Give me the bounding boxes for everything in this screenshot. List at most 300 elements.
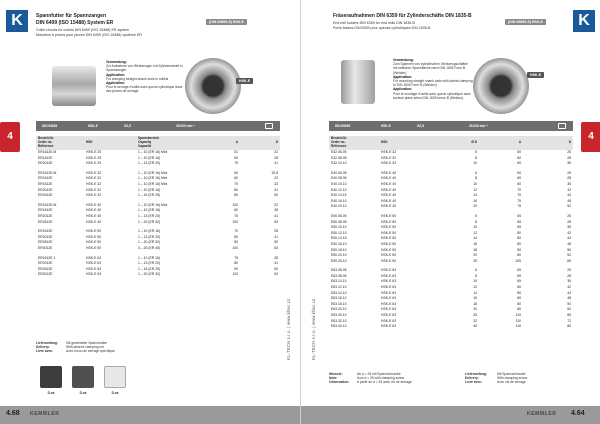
left-norm: DIN 6499 (ISO 15488) System ER	[36, 20, 114, 26]
table-cell: 1 – 10 (ER 16)	[138, 187, 161, 192]
table-cell: 12	[473, 285, 477, 290]
table-cell: ER1612E	[38, 155, 53, 160]
table-cell: HSK-E 63	[86, 255, 102, 260]
table-cell: 8	[475, 273, 477, 278]
table-cell: 8	[475, 155, 477, 160]
table-cell: HSK-E 25	[86, 155, 102, 160]
table-cell: ER1612E	[38, 181, 53, 186]
table-cell: 72	[567, 318, 571, 323]
table-cell: E32.08.05	[331, 155, 347, 160]
table-cell: 65	[517, 213, 521, 218]
right-brand: KEMMLER	[527, 411, 557, 417]
table-cell: 80	[517, 301, 521, 306]
right-page-number: 4.64	[571, 410, 585, 417]
left-chapter-tab[interactable]: 4	[0, 122, 20, 152]
table-cell: 80	[517, 296, 521, 301]
table-cell: E63.20.10	[331, 307, 347, 312]
table-cell: ER2012E	[38, 213, 53, 218]
table-cell: 50	[567, 247, 571, 252]
table-cell: 8	[475, 176, 477, 181]
table-cell: 65	[567, 313, 571, 318]
table-cell: 28	[567, 219, 571, 224]
left-sub-en: Collet chucks for collets DIN 6499 (ISO 15488) ER-system	[36, 28, 130, 32]
table-cell: 80	[517, 285, 521, 290]
table-cell: 80	[234, 240, 238, 245]
right-spec-bar: DIN 69893 HSK-E G2,5 25.000 min⁻¹	[329, 121, 573, 131]
table-cell: ER1612E.M	[38, 170, 57, 175]
table-cell: 41	[274, 261, 278, 266]
table-cell: 80	[517, 247, 521, 252]
table-cell: 1 – 10 (ER 16)	[138, 229, 161, 234]
right-chapter-tab[interactable]: 4	[581, 122, 600, 152]
table-cell: HSK-E 32	[86, 187, 102, 192]
table-cell: HSK-E 50	[381, 241, 397, 246]
left-page-number: 4.68	[6, 410, 20, 417]
table-cell: 1 – 20 (ER 32)	[138, 219, 161, 224]
table-cell: 1 – 10 (ER 16)	[138, 208, 161, 213]
right-hsk-badge: (DIN 69893-5) HSK-E	[505, 19, 546, 25]
table-cell: 60	[517, 176, 521, 181]
col-d1-r: Ø D	[435, 136, 479, 150]
table-cell: 75	[517, 198, 521, 203]
table-cell: 1 – 10 (ER 16) Mini	[138, 181, 168, 186]
accessory-collet-image[interactable]	[40, 366, 62, 388]
table-cell: 60	[517, 150, 521, 154]
cad-download-icon[interactable]	[265, 123, 273, 129]
left-spec-bar: DIN 69893 HSK-E G2,5 25.000 min⁻¹	[36, 121, 280, 131]
left-product-table	[36, 136, 280, 278]
table-cell: 41	[274, 234, 278, 239]
left-brand: KEMMLER	[30, 411, 60, 417]
table-cell: 28	[274, 155, 278, 160]
table-cell: E32.06.05	[331, 150, 347, 154]
table-cell: 80	[517, 290, 521, 295]
table-cell: 12	[473, 187, 477, 192]
table-cell: 1 – 13 (ER 20)	[138, 234, 161, 239]
collet-chuck-image	[52, 66, 96, 106]
table-cell: 35	[567, 181, 571, 186]
table-cell: 1 – 13 (ER 20)	[138, 261, 161, 266]
table-cell: 42	[567, 230, 571, 235]
table-cell: HSK-E 50	[86, 234, 102, 239]
table-cell: E40.20.10	[331, 204, 347, 209]
table-cell: 44	[567, 290, 571, 295]
table-cell: HSK-E 50	[381, 219, 397, 224]
table-cell: 90	[234, 266, 238, 271]
table-cell: 80	[517, 230, 521, 235]
right-title: Fräseraufnahmen DIN 6359 für Zylinderschäfte DIN 1835-B	[333, 13, 472, 19]
table-cell: 75	[517, 204, 521, 209]
table-cell: 50	[274, 266, 278, 271]
table-cell: E50.25.10	[331, 258, 347, 263]
table-cell: E63.08.05	[331, 273, 347, 278]
table-cell: ER4012E	[38, 245, 53, 250]
table-cell: ER1612E.1	[38, 255, 56, 260]
table-cell: 50	[274, 193, 278, 198]
table-cell: 1 – 20 (ER 32)	[138, 240, 161, 245]
table-cell: 60	[517, 155, 521, 160]
table-cell: 44	[567, 236, 571, 241]
table-cell: 120	[232, 272, 238, 277]
table-cell: 40	[473, 324, 477, 329]
table-cell: HSK-E 63	[381, 324, 397, 329]
table-cell: E50.12.10	[331, 230, 347, 235]
table-cell: 14	[473, 236, 477, 241]
table-cell: 28	[274, 208, 278, 213]
table-cell: 80	[234, 261, 238, 266]
table-cell: 6	[475, 150, 477, 154]
table-cell: 1 – 10 (ER 16) Mini	[138, 150, 168, 154]
table-cell: 35	[567, 279, 571, 284]
table-cell: HSK-E 50	[86, 229, 102, 234]
kemmler-logo-icon: K	[6, 10, 28, 32]
table-cell: E50.14.15	[331, 236, 347, 241]
table-cell: 48	[567, 198, 571, 203]
table-cell: 80	[234, 234, 238, 239]
table-cell: E40.06.05	[331, 170, 347, 175]
table-cell: E40.08.05	[331, 176, 347, 181]
table-cell: ER1612E	[38, 229, 53, 234]
end-mill-holder-image	[341, 60, 375, 104]
table-cell: 10	[473, 279, 477, 284]
table-cell: 25	[567, 170, 571, 175]
table-cell: HSK-E 40	[381, 181, 397, 186]
table-cell: 25	[567, 268, 571, 273]
right-product-table	[329, 136, 573, 330]
table-cell: 35	[567, 225, 571, 230]
right-footer-note-texts: Ab d = 25 mit Spannschraube from d = 25 with clamping screw A partir de d = 25 avec vis de serrage	[357, 372, 412, 385]
table-cell: 16	[473, 241, 477, 246]
table-cell: 80	[517, 241, 521, 246]
table-cell: HSK-E 32	[86, 170, 102, 175]
table-cell: 6	[475, 268, 477, 273]
table-cell: 1 – 10 (ER 16) Mini	[138, 202, 168, 207]
table-cell: 42	[567, 285, 571, 290]
table-cell: HSK-E 50	[86, 245, 102, 250]
table-cell: 33	[274, 181, 278, 186]
table-cell: E63.10.10	[331, 279, 347, 284]
table-cell: 80	[517, 236, 521, 241]
table-cell: HSK-E 40	[381, 204, 397, 209]
table-cell: 80	[234, 187, 238, 192]
table-cell: 28	[567, 273, 571, 278]
table-cell: 16	[473, 198, 477, 203]
table-cell: 65	[517, 279, 521, 284]
table-cell: 19,5	[271, 170, 278, 175]
table-cell: 25	[567, 213, 571, 218]
table-cell: 100	[232, 202, 238, 207]
table-cell: 65	[567, 258, 571, 263]
table-cell: 80	[517, 253, 521, 258]
accessory-wrench-image[interactable]	[104, 366, 126, 388]
table-cell: ER1612E.M	[38, 202, 57, 207]
table-cell: HSK-E 40	[86, 219, 102, 224]
table-cell: 70	[234, 213, 238, 218]
table-cell: 50	[567, 301, 571, 306]
table-cell: ER2012E	[38, 161, 53, 166]
table-cell: HSK-E 63	[381, 313, 397, 318]
left-side-text: KL-TECH s.r.o. | www.kltec.cz	[286, 298, 291, 360]
col-order-no-r: Bestell-Nr. Order no. Référence	[329, 136, 379, 150]
table-cell: HSK-E 32	[381, 155, 397, 160]
table-cell: 32	[473, 318, 477, 323]
left-table-body	[36, 150, 280, 278]
table-cell: 42	[567, 187, 571, 192]
left-hsk-badge: (DIN 69893-5) HSK-E	[206, 19, 247, 25]
table-cell: E50.18.10	[331, 247, 347, 252]
table-cell: 70	[517, 193, 521, 198]
table-cell: 18	[473, 247, 477, 252]
table-cell: E40.10.10	[331, 181, 347, 186]
table-cell: 60	[234, 170, 238, 175]
table-cell: E50.10.10	[331, 225, 347, 230]
table-cell: 75	[234, 255, 238, 260]
right-sub-en: End mill holders DIN 6359 for end mills DIN 1835-B	[333, 21, 415, 25]
table-cell: 22	[274, 202, 278, 207]
table-cell: HSK-E 63	[381, 285, 397, 290]
table-cell: ER1612E	[38, 176, 53, 181]
table-cell: E40.16.10	[331, 198, 347, 203]
table-cell: 50	[274, 240, 278, 245]
table-cell: 51	[234, 150, 238, 154]
table-cell: 1 – 16 (ER 25)	[138, 266, 161, 271]
table-cell: 60	[517, 161, 521, 166]
table-cell: E50.16.10	[331, 241, 347, 246]
table-cell: E32.10.10	[331, 161, 347, 166]
table-cell: HSK-E 50	[381, 247, 397, 252]
table-cell: 52	[567, 253, 571, 258]
holder-front-image	[473, 58, 529, 114]
table-cell: HSK-E 63	[381, 296, 397, 301]
table-cell: HSK-E 32	[86, 193, 102, 198]
table-cell: 8	[475, 219, 477, 224]
table-cell: 80	[517, 307, 521, 312]
table-cell: 52	[567, 204, 571, 209]
right-sub-fr: Porte-fraises DIN 6359 pour queues cylindriques DIN 1835-B	[333, 26, 431, 30]
table-cell: ER2512E	[38, 193, 53, 198]
table-cell: HSK-E 40	[86, 202, 102, 207]
left-footer-labels: Lieferumfang: Delivery: Livré avec:	[36, 341, 58, 354]
right-table-body	[329, 150, 573, 330]
table-cell: HSK-E 40	[381, 193, 397, 198]
table-cell: 100	[232, 219, 238, 224]
table-cell: 110	[515, 318, 521, 323]
table-cell: HSK-E 50	[381, 258, 397, 263]
left-title: Spannfutter für Spannzangen	[36, 13, 106, 19]
col-order-no: Bestell-Nr. Order no. Référence	[36, 136, 84, 150]
table-cell: 1 – 10 (ER 16)	[138, 255, 161, 260]
right-application: Verwendung: Zum Spannen von zylindrischen Werkzeugschäften mit seitlicher Spannfläche nach DIN 1835 Form B (Weldon). Application: For mounting straight shank tools with lateral clamping to DIN 1835 Form B (Weldon). Application: Pour le montage d'outils avec queue cylindrique avec surface plane selon DIN 1835 forme B (Weldon).	[393, 58, 473, 100]
table-cell: 63	[274, 272, 278, 277]
table-cell: ER3212E	[38, 272, 53, 277]
table-cell: 41	[274, 213, 278, 218]
table-cell: 110	[515, 313, 521, 318]
table-cell: 65	[517, 219, 521, 224]
table-cell: 16	[473, 296, 477, 301]
table-cell: 18	[473, 301, 477, 306]
table-cell: E63.18.10	[331, 301, 347, 306]
table-cell: ER2012E	[38, 261, 53, 266]
table-cell: E63.32.10	[331, 318, 347, 323]
table-cell: 10	[473, 161, 477, 166]
accessory-nut-image[interactable]	[72, 366, 94, 388]
table-cell: 20	[473, 204, 477, 209]
table-cell: 6	[475, 170, 477, 175]
table-cell: 48	[567, 241, 571, 246]
table-cell: HSK-E 63	[381, 307, 397, 312]
table-cell: 48	[567, 296, 571, 301]
table-cell: 60	[234, 155, 238, 160]
table-cell: 70	[234, 181, 238, 186]
table-cell: 1 – 10 (ER 16) Mini	[138, 176, 168, 181]
accessory-ref-2: S.xx	[79, 391, 87, 395]
table-row[interactable]	[329, 324, 573, 330]
table-cell: 52	[567, 307, 571, 312]
table-cell: 65	[517, 268, 521, 273]
table-cell: E63.12.10	[331, 285, 347, 290]
table-cell: HSK-E 63	[381, 318, 397, 323]
table-cell: 100	[232, 245, 238, 250]
table-cell: HSK-E 50	[381, 253, 397, 258]
table-cell: 1 – 10 (ER 16)	[138, 155, 161, 160]
table-cell: ER2012E	[38, 187, 53, 192]
table-cell: 28	[567, 155, 571, 160]
table-cell: 1 – 16 (ER 25)	[138, 193, 161, 198]
table-cell: E50.20.10	[331, 253, 347, 258]
table-cell: E63.25.10	[331, 313, 347, 318]
table-cell: HSK-E 40	[381, 176, 397, 181]
table-cell: 22	[274, 176, 278, 181]
table-cell: HSK-E 63	[86, 266, 102, 271]
table-cell: 65	[517, 225, 521, 230]
table-cell: 14	[473, 193, 477, 198]
table-cell: 25	[567, 150, 571, 154]
cad-download-icon-right[interactable]	[558, 123, 566, 129]
table-cell: 110	[515, 324, 521, 329]
table-cell: HSK-E 32	[381, 161, 397, 166]
right-footer-delivery-labels: Lieferumfang: Delivery: Livré avec:	[465, 372, 487, 385]
table-cell: 65	[517, 273, 521, 278]
table-cell: HSK-E 63	[381, 301, 397, 306]
table-cell: ER2512E	[38, 266, 53, 271]
table-cell: HSK-E 63	[86, 261, 102, 266]
table-cell: HSK-E 63	[381, 279, 397, 284]
table-cell: 70	[517, 187, 521, 192]
table-cell: HSK-E 40	[86, 213, 102, 218]
table-cell: HSK-E 50	[86, 240, 102, 245]
table-cell: 28	[274, 255, 278, 260]
table-cell: 1 – 13 (ER 20)	[138, 213, 161, 218]
table-cell: E40.12.10	[331, 187, 347, 192]
table-cell: HSK-E 63	[381, 273, 397, 278]
col-hsk-r: HSK	[379, 136, 435, 150]
table-cell: 60	[234, 176, 238, 181]
table-cell: 60	[234, 208, 238, 213]
table-cell: 80	[234, 193, 238, 198]
table-cell: 44	[567, 193, 571, 198]
table-cell: 22	[274, 150, 278, 154]
right-footer-delivery-texts: Mit Spannschraube With clamping screw Avec vis de serrage	[497, 372, 528, 385]
col-a: A	[206, 136, 240, 150]
table-cell: 60	[517, 170, 521, 175]
table-cell: 28	[274, 229, 278, 234]
table-cell: 25	[473, 258, 477, 263]
table-cell: E40.14.15	[331, 193, 347, 198]
left-footer-texts: Mit gewindeter Spannmutter With tailored clamping nut Avec écrou de serrage spécifique	[66, 341, 115, 354]
table-cell: E50.08.05	[331, 219, 347, 224]
table-cell: HSK-E 25	[86, 150, 102, 154]
table-cell: 70	[234, 229, 238, 234]
table-cell: HSK-E 40	[86, 208, 102, 213]
table-cell: 10	[473, 225, 477, 230]
table-cell: HSK-E 32	[86, 176, 102, 181]
right-hsk-label: HSK-E	[527, 72, 544, 78]
table-cell: 28	[567, 176, 571, 181]
table-cell: E50.06.05	[331, 213, 347, 218]
table-cell: ER2012E	[38, 234, 53, 239]
table-cell: 41	[274, 187, 278, 192]
table-cell: HSK-E 50	[381, 213, 397, 218]
table-cell: 1 – 10 (ER 16) Mini	[138, 170, 168, 175]
table-cell: HSK-E 40	[381, 170, 397, 175]
table-cell: 10	[473, 181, 477, 186]
col-hsk: HSK	[84, 136, 136, 150]
table-cell: HSK-E 40	[381, 198, 397, 203]
table-cell: E63.40.10	[331, 324, 347, 329]
table-cell: ER1612E.M	[38, 150, 57, 154]
table-cell: 80	[567, 324, 571, 329]
col-d-r: D	[523, 136, 573, 150]
table-cell: 1 – 13 (ER 20)	[138, 161, 161, 166]
col-a-r: A	[479, 136, 523, 150]
col-d: D	[240, 136, 280, 150]
table-cell: E63.14.10	[331, 290, 347, 295]
accessory-ref-3: S.xx	[111, 391, 119, 395]
right-page	[300, 0, 600, 424]
table-cell: HSK-E 50	[381, 225, 397, 230]
table-cell: 41	[274, 161, 278, 166]
kemmler-logo-icon-right: K	[573, 10, 595, 32]
table-cell: HSK-E 63	[381, 290, 397, 295]
right-side-text: KL-TECH s.r.o. | www.kltec.cz	[311, 298, 316, 360]
chuck-front-image	[185, 58, 241, 114]
table-cell: 105	[515, 258, 521, 263]
table-cell: 6	[475, 213, 477, 218]
table-cell: 1 – 20 (ER 32)	[138, 272, 161, 277]
table-cell: 12	[473, 230, 477, 235]
table-cell: HSK-E 25	[86, 161, 102, 166]
table-cell: 3 – 26 (ER 40)	[138, 245, 161, 250]
table-cell: 60	[517, 181, 521, 186]
table-cell: 63	[274, 245, 278, 250]
table-row[interactable]	[36, 272, 280, 278]
right-footer-note-labels: Hinweis: Note: Observation:	[329, 372, 350, 385]
table-cell: HSK-E 40	[381, 187, 397, 192]
table-cell: HSK-E 50	[381, 230, 397, 235]
table-cell: HSK-E 32	[86, 181, 102, 186]
left-application: Verwendung: Zur Aufnahme von Werkzeugen mit Zylinderschaft in Spannzangen Application: For clamping straight-shank tools in collets Application: Pour le serrage d'outils avec queue cylindrique dans des pinces de serrage	[106, 60, 183, 94]
table-cell: 50	[274, 219, 278, 224]
table-cell: E63.06.05	[331, 268, 347, 273]
left-sub-fr: Mandrins à pinces pour pinces DIN 6499 (ISO 15488) système ER	[36, 33, 142, 37]
table-cell: 14	[473, 290, 477, 295]
table-cell: ER1612E	[38, 208, 53, 213]
table-cell: ER2512E	[38, 240, 53, 245]
col-capacity: Spannbereich Capacity Capacité	[136, 136, 206, 150]
table-cell: HSK-E 63	[381, 268, 397, 273]
table-cell: 35	[567, 161, 571, 166]
table-cell: 20	[473, 307, 477, 312]
